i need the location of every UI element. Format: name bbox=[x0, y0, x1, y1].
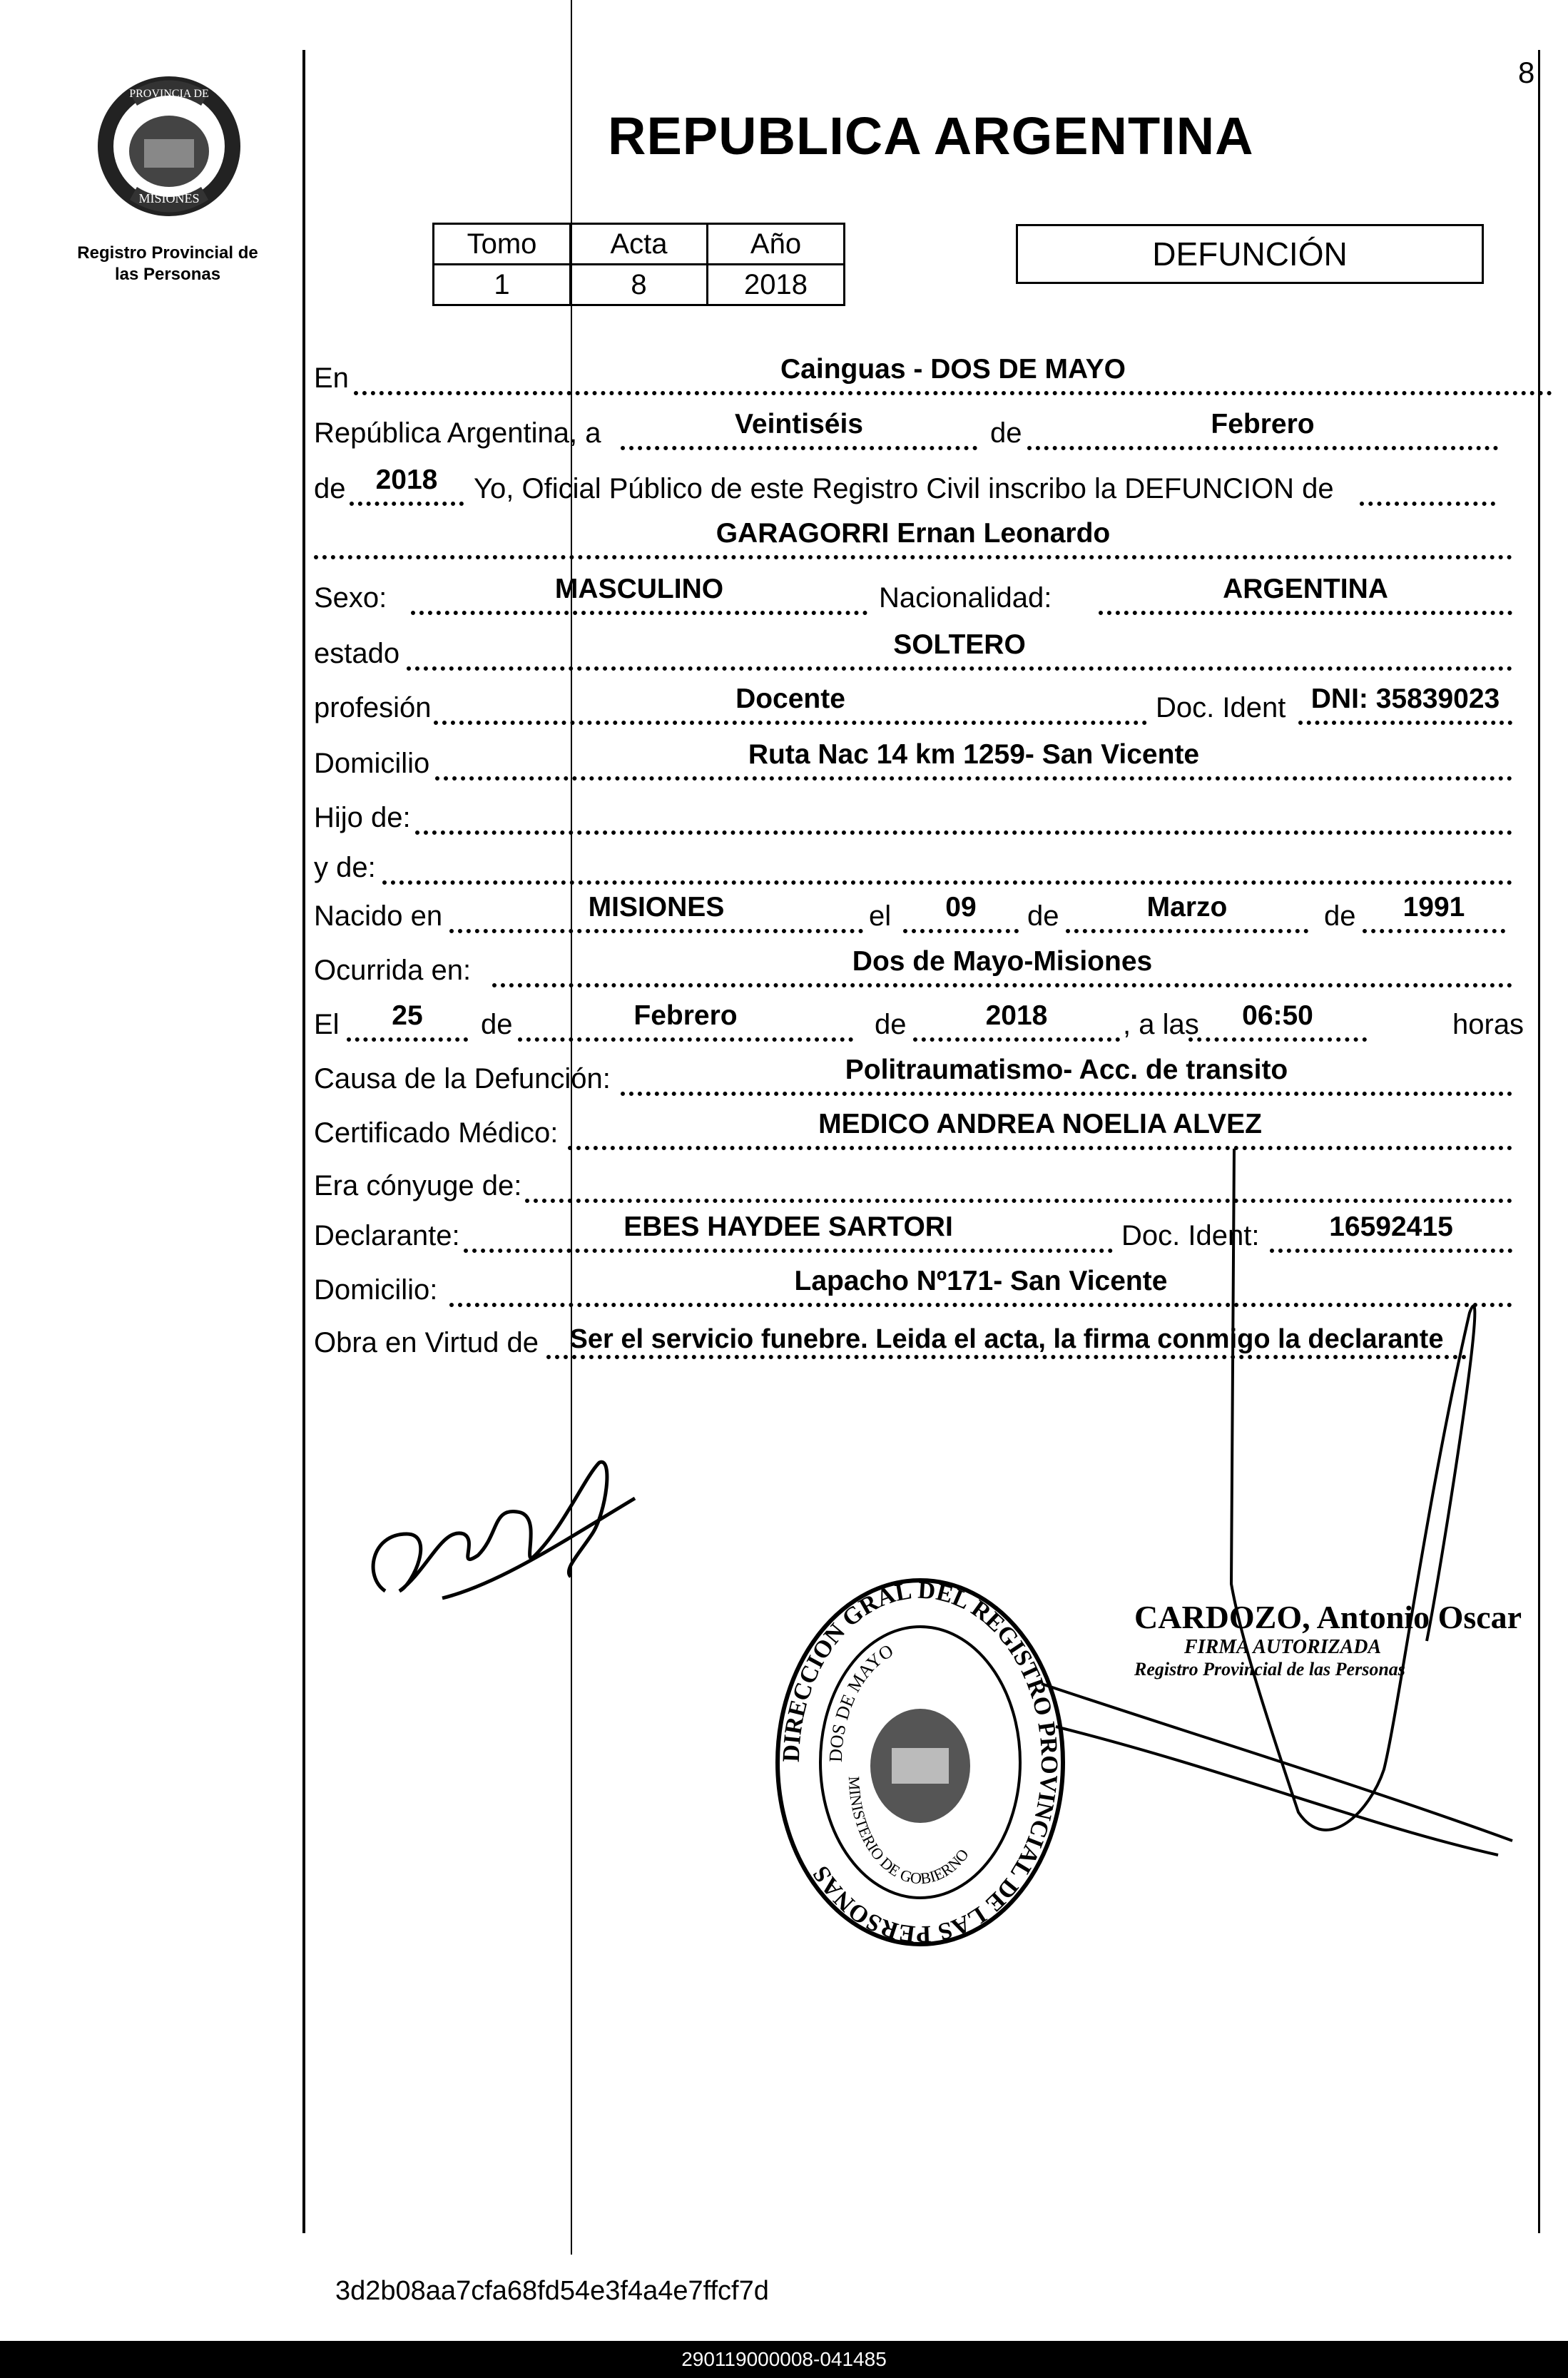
row-hijo-de: Hijo de: bbox=[314, 796, 1512, 839]
declarant-signature bbox=[357, 1448, 656, 1627]
row-domicilio-declarante: Domicilio: Lapacho Nº171- San Vicente bbox=[314, 1269, 1512, 1311]
day-field: Veintiséis bbox=[621, 412, 977, 450]
death-year-field: 2018 bbox=[913, 1003, 1120, 1042]
id-document-field: DNI: 35839023 bbox=[1298, 686, 1512, 725]
nationality-field: ARGENTINA bbox=[1099, 576, 1512, 615]
left-margin-rule bbox=[302, 50, 305, 2233]
official-org: Registro Provincial de las Personas bbox=[1134, 1659, 1405, 1680]
declarant-address-field: Lapacho Nº171- San Vicente bbox=[449, 1269, 1512, 1307]
row-nacido: Nacido en MISIONES el 09 de Marzo de 1991 bbox=[314, 895, 1512, 938]
footer-id: 290119000008-041485 bbox=[681, 2348, 887, 2370]
cause-of-death-field: Politraumatismo- Acc. de transito bbox=[621, 1057, 1512, 1096]
document-hash: 3d2b08aa7cfa68fd54e3f4a4e7ffcf7d bbox=[335, 2276, 769, 2306]
place-field: Cainguas - DOS DE MAYO bbox=[354, 357, 1552, 395]
official-role: FIRMA AUTORIZADA bbox=[1184, 1636, 1382, 1658]
official-name: CARDOZO, Antonio Oscar bbox=[1134, 1599, 1522, 1635]
medical-certificate-field: MEDICO ANDREA NOELIA ALVEZ bbox=[568, 1112, 1512, 1150]
row-ocurrida: Ocurrida en: Dos de Mayo-Misiones bbox=[314, 949, 1512, 992]
death-time-field: 06:50 bbox=[1188, 1003, 1367, 1042]
row-profesion: profesión Docente Doc. Ident DNI: 35839023 bbox=[314, 686, 1512, 729]
legal-basis-field: Ser el servicio funebre. Leida el acta, la firma conmigo la declarante bbox=[546, 1324, 1467, 1359]
birthplace-field: MISIONES bbox=[449, 895, 863, 933]
continuation-field bbox=[1360, 467, 1495, 506]
svg-text:MISIONES: MISIONES bbox=[138, 191, 200, 205]
row-anio-acta: de 2018 Yo, Oficial Público de este Registro Civil inscribo la DEFUNCION de bbox=[314, 467, 1512, 510]
row-y-de: y de: bbox=[314, 846, 1512, 889]
row-certificado: Certificado Médico: MEDICO ANDREA NOELIA ALVEZ bbox=[314, 1112, 1512, 1154]
authorized-official bbox=[1134, 1598, 1534, 1680]
acta-header: Acta bbox=[571, 224, 708, 265]
row-fecha-defuncion: El 25 de Febrero de 2018 , a las 06:50 horas bbox=[314, 1000, 1524, 1040]
birth-day-field: 09 bbox=[903, 895, 1019, 933]
svg-text:DOS DE MAYO: DOS DE MAYO bbox=[825, 1640, 897, 1763]
row-fecha-acta: República Argentina, a Veintiséis de Febrero bbox=[314, 412, 1512, 454]
tomo-value: 1 bbox=[434, 265, 571, 305]
death-day-field: 25 bbox=[347, 1003, 468, 1042]
deceased-name-field: GARAGORRI Ernan Leonardo bbox=[314, 521, 1512, 559]
mother-field bbox=[382, 846, 1512, 885]
row-nombre bbox=[314, 518, 1512, 564]
page-number: 8 bbox=[1518, 56, 1535, 89]
row-domicilio: Domicilio Ruta Nac 14 km 1259- San Vicente bbox=[314, 742, 1512, 785]
profession-field: Docente bbox=[434, 686, 1147, 725]
page-title: REPUBLICA ARGENTINA bbox=[608, 106, 1254, 166]
row-en: En Cainguas - DOS DE MAYO bbox=[314, 357, 1512, 400]
volume-record-table bbox=[432, 223, 845, 306]
father-field bbox=[415, 796, 1512, 835]
anio-value: 2018 bbox=[708, 265, 845, 305]
civil-status-field: SOLTERO bbox=[407, 632, 1512, 671]
anio-header: Año bbox=[708, 224, 845, 265]
provincial-crest-logo bbox=[80, 71, 258, 221]
document-type-box: DEFUNCIÓN bbox=[1016, 224, 1484, 284]
row-conyuge: Era cónyuge de: bbox=[314, 1164, 1512, 1207]
tomo-header: Tomo bbox=[434, 224, 571, 265]
year-field: 2018 bbox=[350, 467, 464, 506]
row-obra: Obra en Virtud de Ser el servicio funebre. Leida el acta, la firma conmigo la declarante bbox=[314, 1321, 1512, 1364]
death-place-field: Dos de Mayo-Misiones bbox=[492, 949, 1512, 987]
official-signature bbox=[999, 1142, 1541, 1891]
sex-field: MASCULINO bbox=[411, 576, 867, 615]
footer-bar bbox=[0, 2341, 1568, 2378]
registry-name: Registro Provincial de las Personas bbox=[77, 243, 258, 284]
row-estado: estado SOLTERO bbox=[314, 632, 1512, 675]
row-declarante: Declarante: EBES HAYDEE SARTORI Doc. Ident: 16592415 bbox=[314, 1214, 1512, 1257]
declarant-field: EBES HAYDEE SARTORI bbox=[464, 1214, 1113, 1253]
row-causa: Causa de la Defunción: Politraumatismo- Acc. de transito bbox=[314, 1057, 1512, 1100]
month-field: Febrero bbox=[1027, 412, 1498, 450]
svg-text:DIRECCION GRAL DEL REGISTRO PR: DIRECCION GRAL DEL REGISTRO PROVINCIAL DE LAS PERSONAS bbox=[778, 1577, 1063, 1948]
declarant-id-field: 16592415 bbox=[1270, 1214, 1512, 1253]
birth-month-field: Marzo bbox=[1066, 895, 1308, 933]
svg-text:PROVINCIA DE: PROVINCIA DE bbox=[129, 88, 209, 100]
death-month-field: Febrero bbox=[518, 1003, 853, 1042]
row-sexo: Sexo: MASCULINO Nacionalidad: ARGENTINA bbox=[314, 576, 1512, 619]
birth-year-field: 1991 bbox=[1363, 895, 1505, 933]
acta-value: 8 bbox=[571, 265, 708, 305]
svg-text:MINISTERIO DE GOBIERNO: MINISTERIO DE GOBIERNO bbox=[845, 1775, 972, 1888]
address-field: Ruta Nac 14 km 1259- San Vicente bbox=[435, 742, 1512, 781]
